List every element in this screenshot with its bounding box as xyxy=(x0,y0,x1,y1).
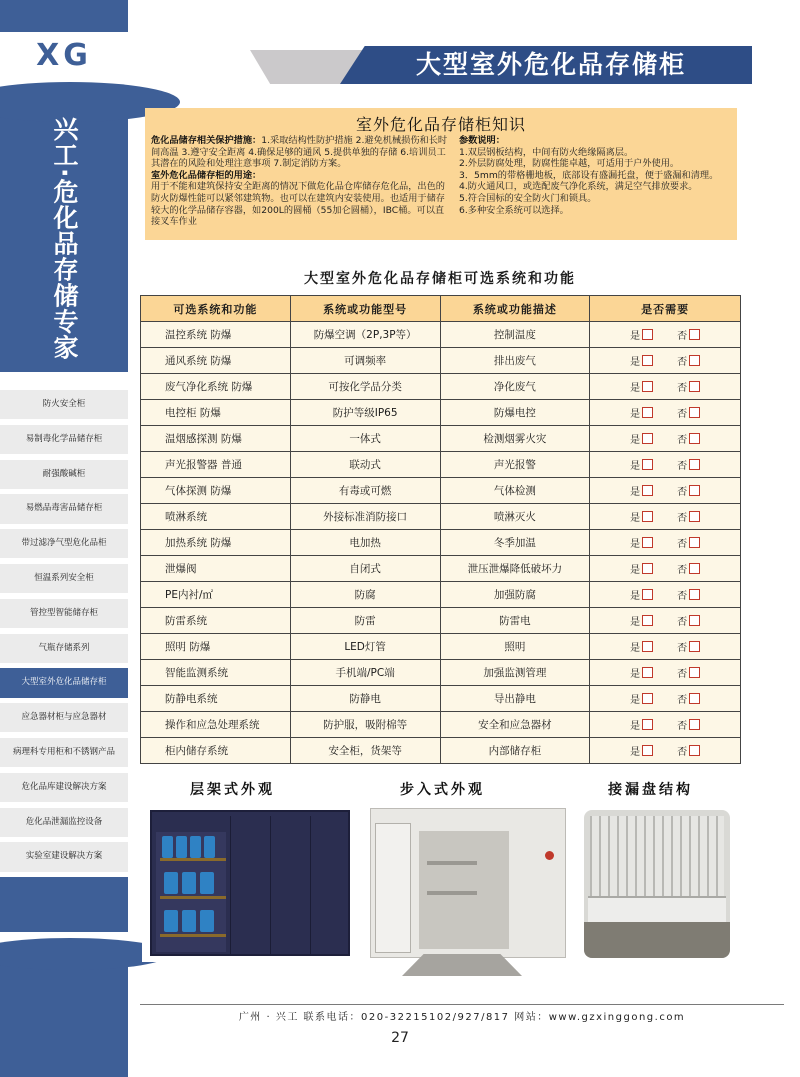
no-checkbox[interactable] xyxy=(689,355,700,366)
cell-system: 通风系统 防爆 xyxy=(141,348,291,374)
yes-option[interactable] xyxy=(630,717,653,732)
cell-system: 气体探测 防爆 xyxy=(141,478,291,504)
table-row xyxy=(141,348,741,374)
cell-needed xyxy=(590,452,741,478)
cell-description: 控制温度 xyxy=(440,322,590,348)
options-table xyxy=(140,295,741,764)
no-label: 否 xyxy=(677,721,688,732)
yes-checkbox[interactable] xyxy=(642,615,653,626)
cell-system: 柜内储存系统 xyxy=(141,738,291,764)
yes-checkbox[interactable] xyxy=(642,407,653,418)
sidebar-top-bar xyxy=(0,0,128,32)
yes-option[interactable] xyxy=(630,639,653,654)
sidebar-item[interactable]: 带过滤净气型危化品柜 xyxy=(0,529,128,558)
yes-checkbox[interactable] xyxy=(642,745,653,756)
cell-system: 温控系统 防爆 xyxy=(141,322,291,348)
walkin-cabinet-photo xyxy=(362,806,570,978)
walkin-body xyxy=(370,808,566,958)
no-label: 否 xyxy=(677,409,688,420)
no-label: 否 xyxy=(677,331,688,342)
no-option[interactable] xyxy=(677,483,700,498)
yes-label: 是 xyxy=(630,461,641,472)
cell-description: 内部储存柜 xyxy=(440,738,590,764)
no-label: 否 xyxy=(677,565,688,576)
col-header-needed: 是否需要 xyxy=(590,296,741,322)
no-checkbox[interactable] xyxy=(689,693,700,704)
cell-system: 废气净化系统 防爆 xyxy=(141,374,291,400)
table-row xyxy=(141,452,741,478)
page-number: 27 xyxy=(391,1030,409,1046)
cell-needed xyxy=(590,634,741,660)
yes-option[interactable] xyxy=(630,665,653,680)
no-checkbox[interactable] xyxy=(689,745,700,756)
cell-model: 联动式 xyxy=(290,452,440,478)
no-option[interactable] xyxy=(677,665,700,680)
yes-option[interactable] xyxy=(630,535,653,550)
cell-system: 操作和应急处理系统 xyxy=(141,712,291,738)
yes-checkbox[interactable] xyxy=(642,693,653,704)
no-checkbox[interactable] xyxy=(689,485,700,496)
sidebar-item[interactable]: 危化品库建设解决方案 xyxy=(0,773,128,802)
table-row xyxy=(141,530,741,556)
cell-needed xyxy=(590,322,741,348)
col-header-model: 系统或功能型号 xyxy=(290,296,440,322)
cell-needed xyxy=(590,426,741,452)
cell-model: 电加热 xyxy=(290,530,440,556)
no-label: 否 xyxy=(677,357,688,368)
yes-label: 是 xyxy=(630,539,641,550)
yes-checkbox[interactable] xyxy=(642,563,653,574)
yes-option[interactable] xyxy=(630,743,653,758)
leak-tray xyxy=(588,896,726,922)
no-label: 否 xyxy=(677,747,688,758)
cell-needed xyxy=(590,400,741,426)
yes-option[interactable] xyxy=(630,405,653,420)
table-header-row xyxy=(141,296,741,322)
cell-model: 有毒或可燃 xyxy=(290,478,440,504)
cell-description: 照明 xyxy=(440,634,590,660)
yes-label: 是 xyxy=(630,591,641,602)
cell-description: 冬季加温 xyxy=(440,530,590,556)
table-row xyxy=(141,582,741,608)
sidebar-item[interactable]: 防火安全柜 xyxy=(0,390,128,419)
drum-icon xyxy=(162,836,173,858)
no-option[interactable] xyxy=(677,457,700,472)
yes-label: 是 xyxy=(630,721,641,732)
cell-needed xyxy=(590,608,741,634)
cell-model: 可调频率 xyxy=(290,348,440,374)
yes-label: 是 xyxy=(630,409,641,420)
cell-system: PE内衬/㎡ xyxy=(141,582,291,608)
grate-floor xyxy=(590,816,724,896)
table-row xyxy=(141,634,741,660)
col-header-system: 可选系统和功能 xyxy=(141,296,291,322)
param-item: 5.符合国标的安全防火门和锁具。 xyxy=(459,192,597,204)
yes-option[interactable] xyxy=(630,327,653,342)
cabinet-door xyxy=(310,816,350,954)
sidebar-item[interactable]: 恒温系列安全柜 xyxy=(0,564,128,593)
sidebar-item[interactable]: 实验室建设解决方案 xyxy=(0,842,128,871)
yes-label: 是 xyxy=(630,487,641,498)
yes-checkbox[interactable] xyxy=(642,459,653,470)
yes-checkbox[interactable] xyxy=(642,511,653,522)
table-row xyxy=(141,712,741,738)
drum-icon xyxy=(200,910,214,932)
cell-needed xyxy=(590,348,741,374)
yes-label: 是 xyxy=(630,513,641,524)
no-checkbox[interactable] xyxy=(689,511,700,522)
table-row xyxy=(141,478,741,504)
table-row xyxy=(141,426,741,452)
no-label: 否 xyxy=(677,643,688,654)
cell-model: 防护服，吸附棉等 xyxy=(290,712,440,738)
no-label: 否 xyxy=(677,435,688,446)
sidebar-item[interactable]: 病理科专用柜和不锈钢产品 xyxy=(0,738,128,767)
cell-needed xyxy=(590,712,741,738)
no-option[interactable] xyxy=(677,431,700,446)
table-row xyxy=(141,374,741,400)
no-label: 否 xyxy=(677,591,688,602)
param-item: 3．5mm的带格栅地板，底部设有盛漏托盘，便于盛漏和清理。 xyxy=(459,169,719,181)
no-option[interactable] xyxy=(677,613,700,628)
yes-checkbox[interactable] xyxy=(642,667,653,678)
yes-checkbox[interactable] xyxy=(642,641,653,652)
cell-needed xyxy=(590,504,741,530)
yes-label: 是 xyxy=(630,669,641,680)
drum-icon xyxy=(176,836,187,858)
yes-checkbox[interactable] xyxy=(642,537,653,548)
no-checkbox[interactable] xyxy=(689,433,700,444)
knowledge-left-column xyxy=(151,135,453,228)
yes-checkbox[interactable] xyxy=(642,485,653,496)
no-label: 否 xyxy=(677,461,688,472)
no-checkbox[interactable] xyxy=(689,667,700,678)
no-option[interactable] xyxy=(677,379,700,394)
param-item: 1.双层钢板结构，中间有防火绝缘隔离层。 xyxy=(459,146,634,158)
sidebar-vertical-title: 兴工·危化品存储专家 xyxy=(50,116,79,361)
cell-description: 防雷电 xyxy=(440,608,590,634)
yes-option[interactable] xyxy=(630,457,653,472)
no-checkbox[interactable] xyxy=(689,329,700,340)
interior-shelf xyxy=(427,861,477,865)
sidebar-item-active[interactable]: 大型室外危化品储存柜 xyxy=(0,668,128,697)
cell-description: 检测烟雾火灾 xyxy=(440,426,590,452)
yes-option[interactable] xyxy=(630,561,653,576)
cell-system: 防雷系统 xyxy=(141,608,291,634)
usage-text: 用于不能和建筑保持安全距离的情况下做危化品仓库储存危化品，出色的防火防爆性能可以紧邻建筑物。也可以在建筑内安装使用。也适用于储存较大的化学品储存容器，如200L的圆桶（55加仑圆桶），IBC桶。可以直接叉车作业 xyxy=(151,181,445,228)
yes-checkbox[interactable] xyxy=(642,329,653,340)
ground xyxy=(584,922,730,958)
shelf-board xyxy=(160,858,226,861)
brand-logo: XG xyxy=(36,38,92,73)
cell-needed xyxy=(590,686,741,712)
cell-system: 温烟感探测 防爆 xyxy=(141,426,291,452)
no-checkbox[interactable] xyxy=(689,589,700,600)
sidebar xyxy=(0,0,128,1077)
cell-needed xyxy=(590,582,741,608)
footer-divider xyxy=(140,1004,784,1005)
cell-description: 泄压泄爆降低破坏力 xyxy=(440,556,590,582)
cell-system: 电控柜 防爆 xyxy=(141,400,291,426)
drum-icon xyxy=(182,910,196,932)
cell-model: 一体式 xyxy=(290,426,440,452)
footer-contact: 广州 · 兴工 联系电话：020-32215102/927/817 网站：www.gzxinggong.com xyxy=(238,1012,686,1023)
no-option[interactable] xyxy=(677,561,700,576)
table-title: 大型室外危化品存储柜可选系统和功能 xyxy=(304,271,576,287)
drum-icon xyxy=(182,872,196,894)
no-option[interactable] xyxy=(677,405,700,420)
no-option[interactable] xyxy=(677,743,700,758)
cell-model: 防爆空调（2P,3P等） xyxy=(290,322,440,348)
interior-shelf xyxy=(427,891,477,895)
no-option[interactable] xyxy=(677,535,700,550)
walkin-type-label: 步入式外观 xyxy=(400,782,485,798)
cell-description: 声光报警 xyxy=(440,452,590,478)
table-row xyxy=(141,322,741,348)
cell-system: 声光报警器 普通 xyxy=(141,452,291,478)
usage-label: 室外危化品储存柜的用途： xyxy=(151,169,262,181)
no-checkbox[interactable] xyxy=(689,537,700,548)
no-checkbox[interactable] xyxy=(689,407,700,418)
no-checkbox[interactable] xyxy=(689,719,700,730)
cell-needed xyxy=(590,556,741,582)
cell-system: 加热系统 防爆 xyxy=(141,530,291,556)
tray-structure-label: 接漏盘结构 xyxy=(608,782,693,798)
no-option[interactable] xyxy=(677,327,700,342)
sidebar-item[interactable]: 危化品泄漏监控设备 xyxy=(0,808,128,837)
yes-label: 是 xyxy=(630,617,641,628)
cell-system: 防静电系统 xyxy=(141,686,291,712)
shelf-type-label: 层架式外观 xyxy=(190,782,275,798)
cell-description: 加强监测管理 xyxy=(440,660,590,686)
no-checkbox[interactable] xyxy=(689,641,700,652)
no-label: 否 xyxy=(677,383,688,394)
table-row xyxy=(141,556,741,582)
no-checkbox[interactable] xyxy=(689,381,700,392)
yes-checkbox[interactable] xyxy=(642,589,653,600)
cell-model: 安全柜，货架等 xyxy=(290,738,440,764)
shelf-area xyxy=(156,832,226,952)
cell-description: 排出废气 xyxy=(440,348,590,374)
cell-model: 防护等级IP65 xyxy=(290,400,440,426)
cell-description: 导出静电 xyxy=(440,686,590,712)
table-row xyxy=(141,608,741,634)
no-option[interactable] xyxy=(677,639,700,654)
no-label: 否 xyxy=(677,539,688,550)
cell-model: 防雷 xyxy=(290,608,440,634)
table-row xyxy=(141,738,741,764)
tray-structure-photo xyxy=(584,810,730,958)
yes-label: 是 xyxy=(630,435,641,446)
no-label: 否 xyxy=(677,695,688,706)
cell-system: 泄爆阀 xyxy=(141,556,291,582)
walkin-door xyxy=(375,823,411,953)
col-header-description: 系统或功能描述 xyxy=(440,296,590,322)
yes-checkbox[interactable] xyxy=(642,381,653,392)
table-row xyxy=(141,504,741,530)
knowledge-title: 室外危化品存储柜知识 xyxy=(355,115,526,134)
table-row xyxy=(141,400,741,426)
cell-needed xyxy=(590,530,741,556)
cell-model: 自闭式 xyxy=(290,556,440,582)
cell-model: LED灯管 xyxy=(290,634,440,660)
table-row xyxy=(141,660,741,686)
no-label: 否 xyxy=(677,513,688,524)
shelf-board xyxy=(160,934,226,937)
sidebar-item[interactable]: 气瓶存储系列 xyxy=(0,634,128,663)
cell-description: 喷淋灭火 xyxy=(440,504,590,530)
yes-label: 是 xyxy=(630,357,641,368)
param-item: 6.多种安全系统可以选择。 xyxy=(459,204,569,216)
cell-description: 防爆电控 xyxy=(440,400,590,426)
yes-checkbox[interactable] xyxy=(642,719,653,730)
params-label: 参数说明： xyxy=(459,135,505,146)
yes-checkbox[interactable] xyxy=(642,433,653,444)
cabinet-body xyxy=(150,810,350,956)
yes-label: 是 xyxy=(630,643,641,654)
no-option[interactable] xyxy=(677,353,700,368)
no-checkbox[interactable] xyxy=(689,459,700,470)
sidebar-item[interactable]: 应急器材柜与应急器材 xyxy=(0,703,128,732)
yes-option[interactable] xyxy=(630,379,653,394)
protect-text: 1.采取结构性防护措施 2.避免机械损伤和长时间高温 3.遵守安全距离 4.确保足够的通风 5.提供单独的存储 6.培训员工其潜在的风险和处理注意事项 7.制定消防方案。 xyxy=(151,135,448,170)
yes-label: 是 xyxy=(630,331,641,342)
knowledge-right-column xyxy=(459,135,731,216)
yes-label: 是 xyxy=(630,747,641,758)
cell-needed xyxy=(590,478,741,504)
drum-icon xyxy=(204,836,215,858)
no-option[interactable] xyxy=(677,509,700,524)
cabinet-door xyxy=(230,816,270,954)
cell-model: 可按化学品分类 xyxy=(290,374,440,400)
cell-model: 外接标准消防接口 xyxy=(290,504,440,530)
yes-option[interactable] xyxy=(630,613,653,628)
cell-description: 气体检测 xyxy=(440,478,590,504)
cell-needed xyxy=(590,374,741,400)
no-checkbox[interactable] xyxy=(689,563,700,574)
walkin-interior xyxy=(419,831,509,949)
sidebar-menu xyxy=(0,372,128,877)
cell-description: 安全和应急器材 xyxy=(440,712,590,738)
param-item: 2.外层防腐处理，防腐性能卓越，可适用于户外使用。 xyxy=(459,158,680,170)
yes-option[interactable] xyxy=(630,587,653,602)
yes-option[interactable] xyxy=(630,509,653,524)
yes-option[interactable] xyxy=(630,691,653,706)
drum-icon xyxy=(164,910,178,932)
page-title: 大型室外危化品存储柜 xyxy=(415,50,686,79)
yes-option[interactable] xyxy=(630,353,653,368)
no-checkbox[interactable] xyxy=(689,615,700,626)
cell-needed xyxy=(590,738,741,764)
no-label: 否 xyxy=(677,669,688,680)
cell-description: 加强防腐 xyxy=(440,582,590,608)
yes-label: 是 xyxy=(630,383,641,394)
no-label: 否 xyxy=(677,487,688,498)
cell-description: 净化废气 xyxy=(440,374,590,400)
param-item: 4.防火通风口，或选配废气净化系统，满足空气排放要求。 xyxy=(459,181,698,193)
sidebar-item[interactable]: 易燃品毒害品储存柜 xyxy=(0,494,128,523)
sidebar-item[interactable]: 管控型智能储存柜 xyxy=(0,599,128,628)
cell-needed xyxy=(590,660,741,686)
no-option[interactable] xyxy=(677,717,700,732)
shelf-cabinet-photo xyxy=(142,806,354,962)
cell-system: 照明 防爆 xyxy=(141,634,291,660)
cabinet-door xyxy=(270,816,310,954)
yes-label: 是 xyxy=(630,695,641,706)
cell-model: 防腐 xyxy=(290,582,440,608)
drum-icon xyxy=(190,836,201,858)
no-label: 否 xyxy=(677,617,688,628)
sidebar-item[interactable]: 易制毒化学品储存柜 xyxy=(0,425,128,454)
cell-model: 手机端/PC端 xyxy=(290,660,440,686)
no-option[interactable] xyxy=(677,691,700,706)
cell-system: 智能监测系统 xyxy=(141,660,291,686)
no-option[interactable] xyxy=(677,587,700,602)
shelf-board xyxy=(160,896,226,899)
yes-option[interactable] xyxy=(630,483,653,498)
drum-icon xyxy=(200,872,214,894)
sidebar-item[interactable]: 耐强酸碱柜 xyxy=(0,460,128,489)
table-row xyxy=(141,686,741,712)
drum-icon xyxy=(164,872,178,894)
cell-model: 防静电 xyxy=(290,686,440,712)
knowledge-panel xyxy=(145,108,737,240)
yes-option[interactable] xyxy=(630,431,653,446)
alarm-light-icon xyxy=(545,851,554,860)
protect-label: 危化品储存相关保护措施： xyxy=(151,135,262,146)
yes-label: 是 xyxy=(630,565,641,576)
yes-checkbox[interactable] xyxy=(642,355,653,366)
cell-system: 喷淋系统 xyxy=(141,504,291,530)
